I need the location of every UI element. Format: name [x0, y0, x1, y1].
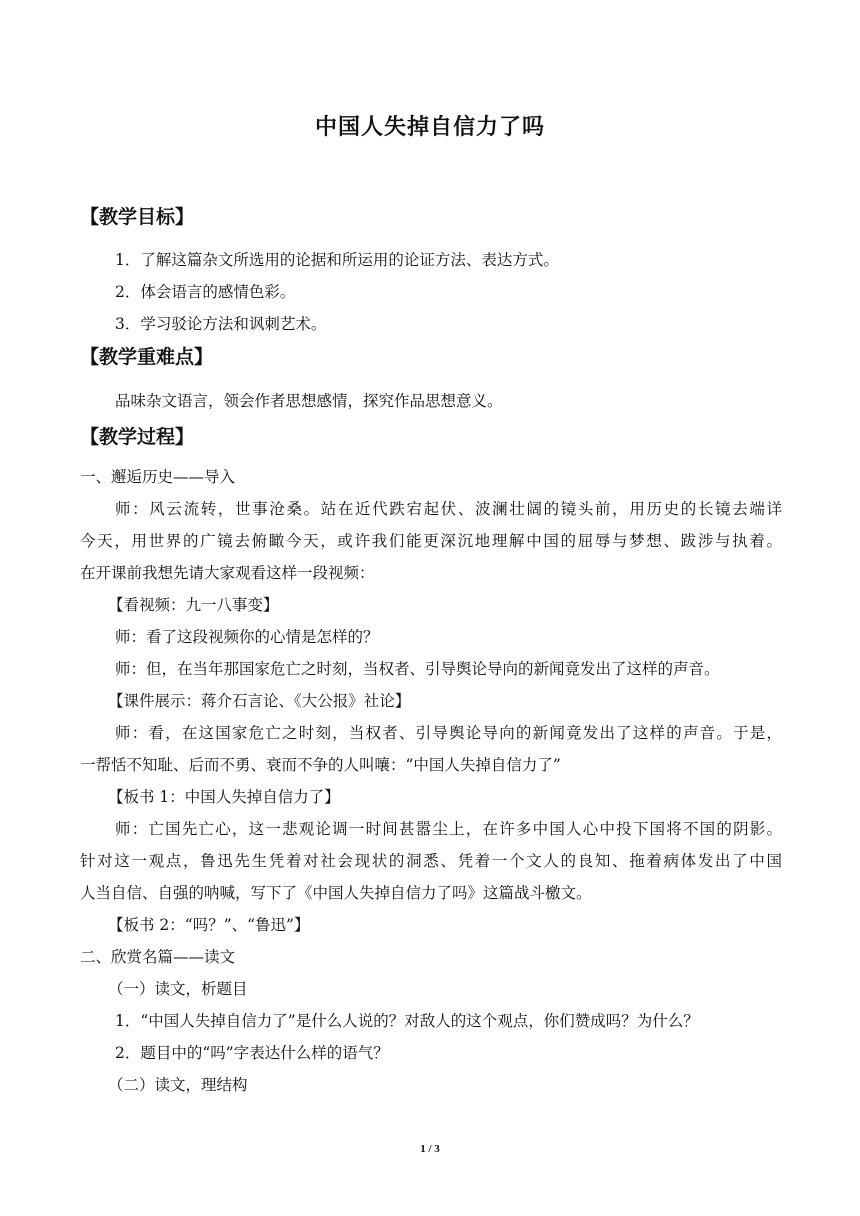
process-subsection: （二）读文，理结构 [108, 1076, 248, 1094]
process-heading: 【教学过程】 [80, 426, 195, 448]
process-paragraph-line: 人当自信、自强的呐喊，写下了《中国人失掉自信力了吗》这篇战斗檄文。 [80, 884, 592, 902]
process-question: 1．“中国人失掉自信力了”是什么人说的？对敌人的这个观点，你们赞成吗？为什么？ [115, 1012, 699, 1030]
objective-item: 3．学习驳论方法和讽刺艺术。 [115, 315, 327, 333]
process-paragraph-line: 师：亡国先亡心，这一悲观论调一时间甚嚣尘上，在许多中国人心中投下国将不国的阴影。 [115, 820, 782, 838]
objective-item: 1．了解这篇杂文所选用的论据和所运用的论证方法、表达方式。 [115, 251, 559, 269]
process-paragraph-line: 师：看了这段视频你的心情是怎样的？ [115, 628, 379, 646]
key-points-text: 品味杂文语言，领会作者思想感情，探究作品思想意义。 [115, 392, 503, 410]
process-annotation: 【板书 2：“吗？”、“鲁迅”】 [108, 916, 310, 934]
process-annotation: 【看视频：九一八事变】 [108, 596, 279, 614]
process-question: 2．题目中的“吗”字表达什么样的语气？ [115, 1044, 389, 1062]
process-paragraph-line: 针对这一观点，鲁迅先生凭着对社会现状的洞悉、凭着一个文人的良知、拖着病体发出了中国 [80, 852, 782, 870]
process-annotation: 【课件展示：蒋介石言论、《大公报》社论】 [108, 692, 411, 710]
page-number: 1 / 3 [420, 1143, 440, 1155]
process-paragraph-line: 今天，用世界的广镜去俯瞰今天，或许我们能更深沉地理解中国的屈辱与梦想、跋涉与执着。 [80, 532, 782, 550]
process-subheading: 二、欣赏名篇——读文 [80, 948, 236, 966]
process-annotation: 【板书 1：中国人失掉自信力了】 [108, 788, 340, 806]
process-paragraph-line: 在开课前我想先请大家观看这样一段视频： [80, 564, 375, 582]
process-paragraph-line: 师：看，在这国家危亡之时刻，当权者、引导舆论导向的新闻竟发出了这样的声音。于是， [115, 724, 782, 742]
process-subsection: （一）读文，析题目 [108, 980, 248, 998]
objectives-heading: 【教学目标】 [80, 206, 195, 228]
process-paragraph-line: 师：风云流转，世事沧桑。站在近代跌宕起伏、波澜壮阔的镜头前，用历史的长镜去端详 [115, 500, 782, 518]
document-title: 中国人失掉自信力了吗 [314, 115, 545, 140]
process-paragraph-line: 师：但，在当年那国家危亡之时刻，当权者、引导舆论导向的新闻竟发出了这样的声音。 [115, 660, 720, 678]
key-points-heading: 【教学重难点】 [80, 346, 214, 368]
process-subheading: 一、邂逅历史——导入 [80, 468, 236, 486]
process-paragraph-line: 一帮恬不知耻、后而不勇、衰而不争的人叫嚷：“中国人失掉自信力了” [80, 756, 561, 774]
objective-item: 2．体会语言的感情色彩。 [115, 283, 296, 301]
